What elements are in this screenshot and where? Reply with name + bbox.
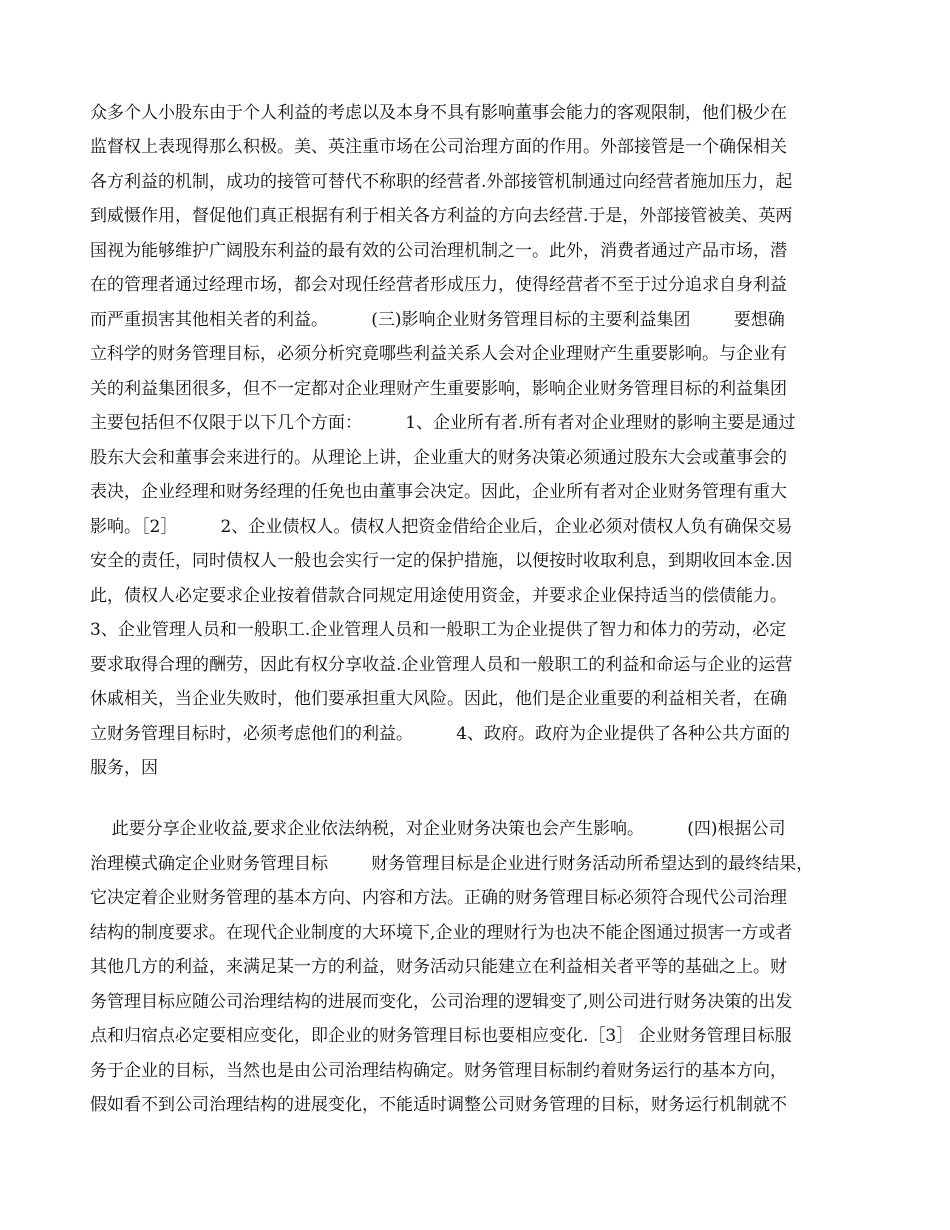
- text-line: 立科学的财务管理目标，必须分析究竟哪些利益关系人会对企业理财产生重要影响。与企业有: [90, 344, 787, 364]
- text-line: 监督权上表现得那么积极。美、英注重市场在公司治理方面的作用。外部接管是一个确保相关: [90, 137, 787, 157]
- text-line: 此，债权人必定要求企业按着借款合同规定用途使用资金，并要求企业保持适当的偿债能力。: [90, 586, 787, 606]
- text-line: 众多个人小股东由于个人利益的考虑以及本身不具有影响董事会能力的客观限制，他们极少在: [90, 103, 787, 123]
- text-line: 休戚相关，当企业失败时，他们要承担重大风险。因此，他们是企业重要的利益相关者，在确: [90, 689, 787, 709]
- text-line: 在的管理者通过经理市场，都会对现任经营者形成压力，使得经营者不至于过分追求自身利益: [90, 275, 787, 295]
- text-line: 务管理目标应随公司治理结构的进展而变化，公司治理的逻辑变了,则公司进行财务决策的出发: [90, 992, 793, 1012]
- text-line: 关的利益集团很多，但不一定都对企业理财产生重要影响，影响企业财务管理目标的利益集团: [90, 379, 787, 399]
- text-line: 服务，因: [90, 758, 158, 778]
- text-line: 它决定着企业财务管理的基本方向、内容和方法。正确的财务管理目标必须符合现代公司治理: [90, 888, 787, 908]
- text-line: 股东大会和董事会来进行的。从理论上讲，企业重大的财务决策必须通过股东大会或董事会的: [90, 448, 787, 468]
- text-line: 影响。［2］ 2、企业债权人。债权人把资金借给企业后，企业必须对债权人负有确保交易: [90, 517, 793, 537]
- text-line: 要求取得合理的酬劳，因此有权分享收益.企业管理人员和一般职工的利益和命运与企业的运营: [90, 655, 793, 675]
- text-line: 国视为能够维护广阔股东利益的最有效的公司治理机制之一。此外，消费者通过产品市场，潜: [90, 241, 787, 261]
- text-line: 各方利益的机制，成功的接管可替代不称职的经营者.外部接管机制通过向经营者施加压力，起: [90, 172, 793, 192]
- text-line: 务于企业的目标，当然也是由公司治理结构确定。财务管理目标制约着财务运行的基本方向，: [90, 1061, 787, 1081]
- text-line: 点和归宿点必定要相应变化，即企业的财务管理目标也要相应变化.［3］ 企业财务管理目标服: [90, 1026, 792, 1046]
- text-line: 而严重损害其他相关者的利益。 (三)影响企业财务管理目标的主要利益集团 要想确: [90, 310, 785, 330]
- text-line: 此要分享企业收益,要求企业依法纳税，对企业财务决策也会产生影响。 (四)根据公司: [90, 819, 786, 839]
- text-line: 主要包括但不仅限于以下几个方面： 1、企业所有者.所有者对企业理财的影响主要是通过: [90, 413, 796, 433]
- text-line: 到威慑作用，督促他们真正根据有利于相关各方利益的方向去经营.于是，外部接管被美、英两: [90, 206, 793, 226]
- text-line: 治理模式确定企业财务管理目标 财务管理目标是企业进行财务活动所希望达到的最终结果，: [90, 854, 814, 874]
- text-line: 安全的责任，同时债权人一般也会实行一定的保护措施，以便按时收取利息，到期收回本金.因: [90, 551, 793, 571]
- text-line: 其他几方的利益，来满足某一方的利益，财务活动只能建立在利益相关者平等的基础之上。财: [90, 957, 787, 977]
- text-line: 表决，企业经理和财务经理的任免也由董事会决定。因此，企业所有者对企业财务管理有重大: [90, 482, 787, 502]
- text-line: 假如看不到公司治理结构的进展变化，不能适时调整公司财务管理的目标，财务运行机制就不: [90, 1095, 787, 1115]
- text-line: 结构的制度要求。在现代企业制度的大环境下,企业的理财行为也决不能企图通过损害一方或者: [90, 923, 793, 943]
- text-line: 3、企业管理人员和一般职工.企业管理人员和一般职工为企业提供了智力和体力的劳动，必定: [90, 620, 787, 640]
- text-line: 立财务管理目标时，必须考虑他们的利益。 4、政府。政府为企业提供了各种公共方面的: [90, 724, 791, 744]
